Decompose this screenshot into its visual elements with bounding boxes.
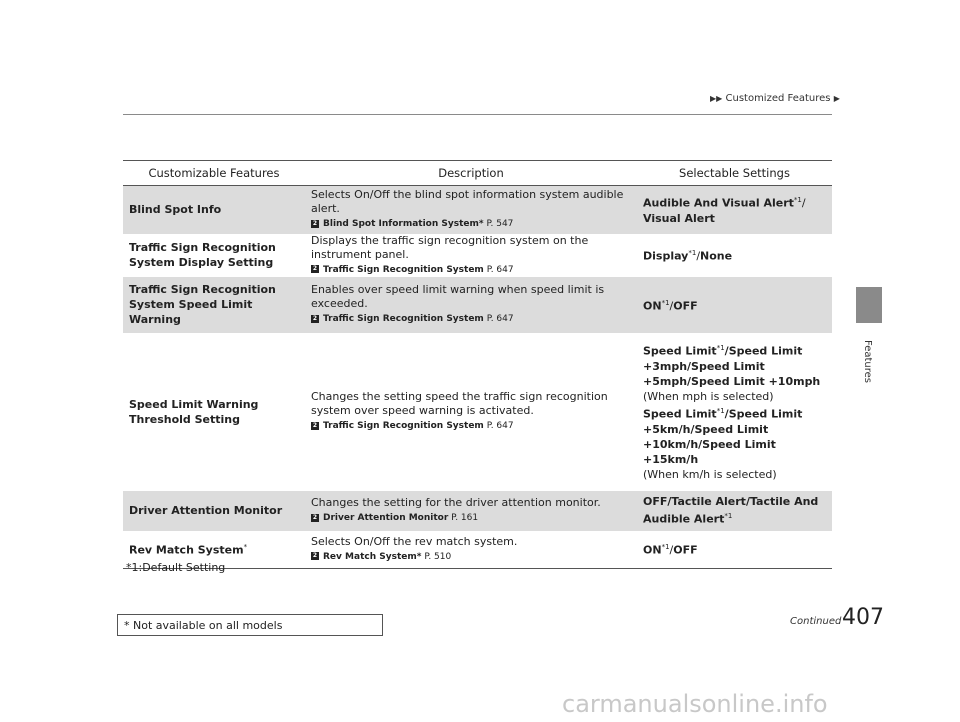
reference-arrow-icon: 2 [312, 265, 318, 272]
description-text: Changes the setting for the driver attention monitor. [311, 496, 601, 509]
availability-marker: * [243, 543, 248, 552]
reference-page[interactable]: P. 547 [486, 219, 514, 230]
column-header-description: Description [305, 161, 637, 186]
setting-option: ON [643, 544, 662, 558]
availability-note: * Not available on all models [117, 614, 383, 636]
setting-option: OFF/Tactile Alert/Tactile And Audible Alert [643, 495, 819, 526]
table-row [123, 491, 832, 531]
separator: / [669, 299, 674, 313]
feature-description [305, 234, 637, 277]
breadcrumb-label[interactable]: Customized Features [725, 93, 831, 104]
setting-option: Display [643, 249, 689, 263]
feature-description [305, 531, 637, 569]
selectable-settings [637, 234, 832, 277]
setting-option: OFF [673, 299, 698, 313]
feature-name: Speed Limit Warning Threshold Setting [129, 397, 259, 426]
breadcrumb [710, 93, 840, 104]
setting-option: Audible And Visual Alert [643, 197, 794, 211]
description-text: Changes the setting speed the traffic sign recognition system over speed warning is activated. [311, 390, 608, 417]
reference-title[interactable]: Traffic Sign Recognition System [323, 314, 484, 324]
section-tab [856, 287, 882, 323]
setting-option: OFF [673, 544, 698, 558]
feature-name: Traffic Sign Recognition System Display Setting [129, 241, 276, 269]
feature-description [305, 491, 637, 531]
feature-description [305, 333, 637, 491]
setting-option: Speed Limit [643, 407, 717, 421]
breadcrumb-end-arrow-icon: ▶ [833, 94, 840, 103]
reference-title[interactable]: Driver Attention Monitor [323, 513, 449, 523]
selectable-settings [637, 531, 832, 569]
reference-arrow-icon: 2 [312, 314, 318, 322]
feature-description [305, 277, 637, 333]
description-text: Displays the traffic sign recognition system on the instrument panel. [311, 233, 589, 261]
setting-options-mph: /Speed Limit +3mph/Speed Limit +5mph/Speed Limit +10mph [643, 345, 821, 388]
page-reference[interactable] [311, 550, 631, 564]
page-reference[interactable] [311, 312, 631, 326]
page-reference[interactable] [311, 263, 631, 277]
description-text: Selects On/Off the rev match system. [311, 534, 518, 548]
header-divider [123, 114, 832, 115]
reference-page[interactable]: P. 510 [424, 551, 452, 562]
section-label: Features [862, 340, 873, 383]
setting-option: ON [643, 299, 662, 313]
watermark: carmanualsonline.info [562, 690, 828, 718]
reference-title[interactable]: Rev Match System* [323, 551, 422, 562]
customizable-features-table [123, 160, 832, 569]
default-marker: *1 [716, 344, 725, 353]
reference-arrow-icon: 2 [312, 219, 318, 227]
reference-page[interactable]: P. 647 [486, 264, 514, 275]
page-number: 407 [842, 605, 884, 630]
feature-name-text: Rev Match System [129, 544, 244, 558]
separator: / [801, 197, 806, 211]
feature-name: Traffic Sign Recognition System Speed Limit Warning [123, 277, 305, 333]
reference-arrow-icon: 2 [312, 552, 318, 560]
default-marker: *1 [716, 407, 725, 415]
column-header-settings: Selectable Settings [637, 161, 832, 186]
table-row [123, 186, 832, 234]
table-row [123, 277, 832, 333]
default-marker: *1 [688, 249, 697, 258]
reference-title[interactable]: Traffic Sign Recognition System [323, 421, 484, 431]
table-header-row [123, 161, 832, 186]
breadcrumb-arrow-icon: ▶▶ [710, 94, 723, 103]
default-marker: *1 [661, 298, 670, 307]
page-reference[interactable] [311, 511, 631, 525]
feature-description [305, 186, 637, 234]
reference-title[interactable]: Traffic Sign Recognition System [323, 264, 484, 275]
reference-page[interactable]: P. 161 [451, 513, 479, 523]
table-row [123, 333, 832, 491]
default-marker: *1 [793, 196, 802, 205]
separator: / [669, 544, 674, 558]
reference-arrow-icon: 2 [312, 513, 318, 521]
default-marker: *1 [724, 512, 733, 521]
feature-name: Blind Spot Info [123, 186, 305, 234]
description-text: Selects On/Off the blind spot information system audible alert. [311, 188, 624, 216]
table-row [123, 531, 832, 569]
setting-option: None [700, 249, 733, 263]
setting-option: Speed Limit [643, 345, 717, 358]
reference-arrow-icon: 2 [312, 421, 318, 429]
mph-note: (When mph is selected) [643, 390, 774, 403]
description-text: Enables over speed limit warning when speed limit is exceeded. [311, 283, 605, 310]
reference-page[interactable]: P. 647 [486, 314, 514, 324]
default-setting-footnote: *1:Default Setting [126, 561, 226, 574]
default-marker: *1 [661, 543, 670, 552]
page-reference[interactable] [311, 217, 631, 231]
selectable-settings [637, 333, 832, 491]
reference-page[interactable]: P. 647 [486, 421, 514, 431]
reference-title[interactable]: Blind Spot Information System* [323, 219, 484, 230]
feature-name: Driver Attention Monitor [123, 491, 305, 531]
selectable-settings [637, 277, 832, 333]
selectable-settings [637, 491, 832, 531]
kmh-note: (When km/h is selected) [643, 467, 777, 481]
page-reference[interactable] [311, 419, 631, 433]
setting-option: Visual Alert [643, 212, 715, 226]
table-row [123, 234, 832, 277]
column-header-feature: Customizable Features [123, 161, 305, 186]
separator: / [696, 249, 701, 263]
selectable-settings [637, 186, 832, 234]
setting-options-kmh: /Speed Limit +5km/h/Speed Limit +10km/h/Speed Limit +15km/h [643, 407, 803, 466]
continued-label: Continued [790, 616, 842, 627]
